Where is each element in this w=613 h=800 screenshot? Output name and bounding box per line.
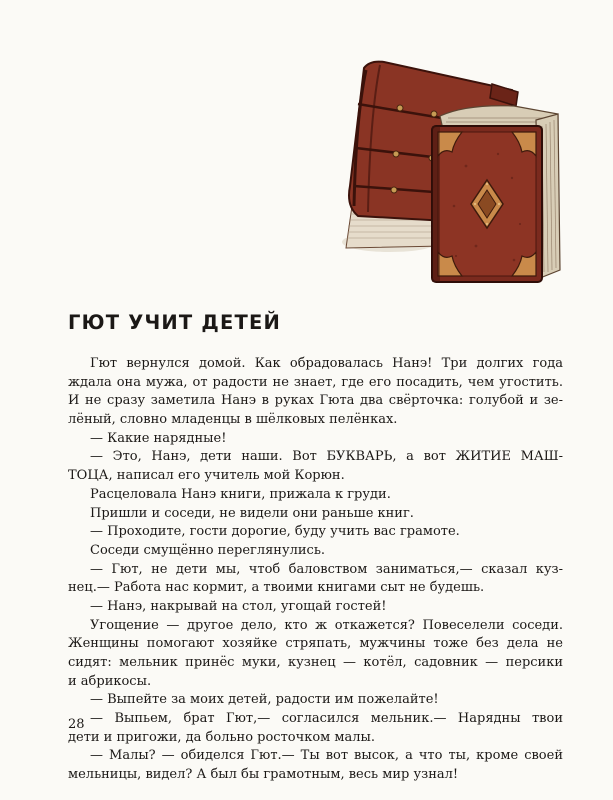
story-line: — Гют, не дети мы, чтоб баловством заниматься,— сказал куз- xyxy=(90,561,563,577)
story-line: Гют вернулся домой. Как обрадовалась Нанэ! Три долгих года xyxy=(90,356,563,371)
story-line: нец.— Работа нас кормит, а твоими книгами сыт не будешь. xyxy=(68,580,485,596)
story-line: Соседи смущённо переглянулись. xyxy=(90,542,326,558)
story-line: мельницы, видел? А был бы грамотным, весь мир узнал! xyxy=(68,767,459,783)
page-number: 28 xyxy=(68,717,85,732)
story-line: ждала она мужа, от радости не знает, где его посадить, чем угостить. xyxy=(68,374,563,390)
story-line: Пришли и соседи, не видели они раньше книг. xyxy=(90,505,414,521)
two-old-books-icon xyxy=(336,56,572,288)
story-line: — Нанэ, накрывай на стол, угощай гостей! xyxy=(90,598,387,614)
story-line: — Выпьем, брат Гют,— согласился мельник.— Нарядны твои xyxy=(90,711,563,727)
story-line: лёный, словно младенцы в шёлковых пелёнках. xyxy=(68,412,398,428)
story-line: И не сразу заметила Нанэ в руках Гюта два свёрточка: голубой и зе- xyxy=(68,393,563,409)
story-line: — Выпейте за моих детей, радости им пожелайте! xyxy=(90,692,439,708)
two-old-books-illustration xyxy=(336,56,572,288)
story-line: и абрикосы. xyxy=(68,673,152,689)
story-line: Расцеловала Нанэ книги, прижала к груди. xyxy=(90,486,391,502)
story-line: дети и пригожи, да больно росточком малы. xyxy=(68,729,375,745)
front-book xyxy=(432,106,560,282)
story-line: — Проходите, гости дорогие, буду учить вас грамоте. xyxy=(90,524,460,540)
story-line: сидят: мельник принёс муки, кузнец — котёл, садовник — персики xyxy=(68,655,563,670)
story-line: — Малы? — обиделся Гют.— Ты вот высок, а что ты, кроме своей xyxy=(90,748,563,764)
story-line: — Какие нарядные! xyxy=(90,430,227,446)
story-line: Женщины помогают хозяйке стряпать, мужчины тоже без дела не xyxy=(68,636,563,652)
chapter-title: ГЮТ УЧИТ ДЕТЕЙ xyxy=(68,311,282,334)
story-line: ТОЦА, написал его учитель мой Корюн. xyxy=(68,468,345,484)
story-line: Угощение — другое дело, кто ж откажется? Повеселели соседи. xyxy=(90,617,563,633)
story-text xyxy=(68,355,563,785)
story-line: — Это, Нанэ, дети наши. Вот БУКВАРЬ, а вот ЖИТИЕ МАШ- xyxy=(90,449,563,465)
